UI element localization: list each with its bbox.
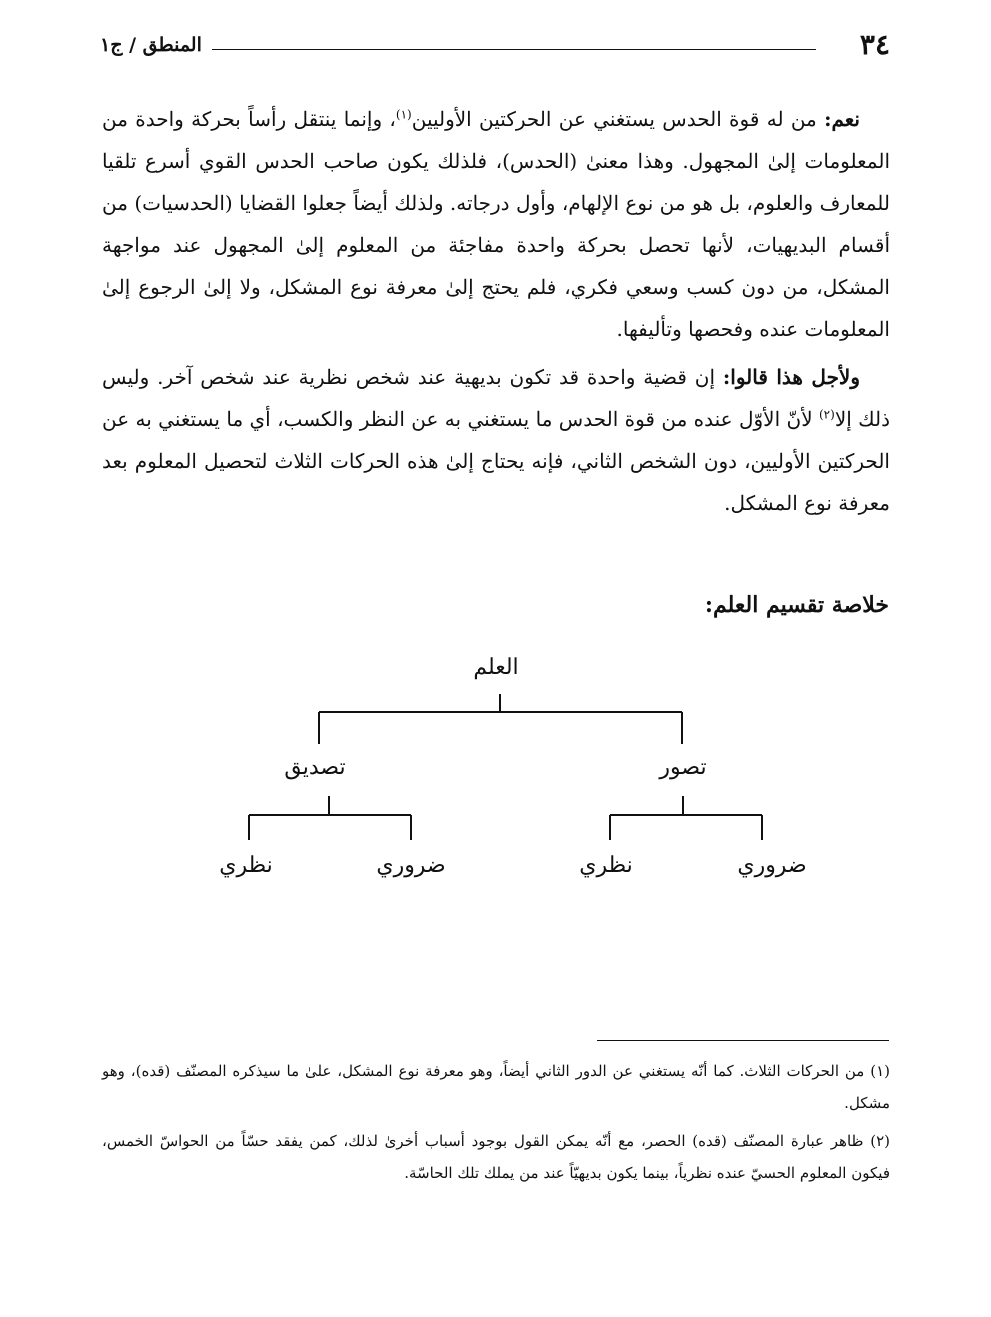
page-number: ٣٤ (859, 28, 890, 61)
page-header (100, 28, 890, 68)
leaf-tasawwur-nazari: نظري (579, 853, 633, 878)
paragraph-2-text-b: لأنّ الأوّل عنده من قوة الحدس ما يستغني به عن النظر والكسب، أي ما يستغني به عن الحركتين الأوليين، دون الشخص الثاني، فإنه يحتاج إلىٰ هذه الحركات الثلاث لتحصيل المعلوم بعد معرفة نوع المشكل. (102, 407, 890, 515)
paragraph-2 (102, 356, 890, 524)
footnotes (102, 1055, 890, 1195)
footnote-1-marker: (١) (870, 1062, 890, 1080)
footnote-2-text: ظاهر عبارة المصنّف (قده) الحصر، مع أنّه يمكن القول بوجود أسباب أخرىٰ لذلك، كمن يفقد حسّاً من الحواسّ الخمس، فيكون المعلوم الحسيّ عنده نظرياً، بينما يكون بديهيّاً عند من يملك تلك الحاسّة. (102, 1132, 890, 1182)
footnote-2 (102, 1125, 890, 1189)
paragraph-2-lead: ولأجل هذا قالوا: (722, 365, 861, 389)
branch-tasdiq-label: تصديق (284, 755, 346, 780)
leaf-tasdiq-daruri: ضروري (376, 853, 446, 878)
footnote-separator (597, 1040, 889, 1041)
main-text (102, 98, 890, 530)
footnote-ref-2: (٢) (818, 407, 835, 422)
paragraph-1 (102, 98, 890, 350)
running-title: المنطق / ج١ (100, 34, 202, 56)
footnote-ref-1: (١) (395, 107, 412, 122)
header-rule (212, 49, 816, 50)
footnote-2-marker: (٢) (870, 1132, 890, 1150)
footnote-1-text: من الحركات الثلاث. كما أنّه يستغني عن الدور الثاني أيضاً، وهو معرفة نوع المشكل، علىٰ ما سيذكره المصنّف (قده)، وهو مشكل. (102, 1062, 890, 1112)
section-heading: خلاصة تقسيم العلم: (704, 592, 889, 618)
leaf-tasdiq-nazari: نظري (219, 853, 273, 878)
paragraph-1-text-a: من له قوة الحدس يستغني عن الحركتين الأوليين (411, 107, 825, 131)
knowledge-division-diagram (0, 640, 991, 900)
leaf-tasawwur-daruri: ضروري (737, 853, 807, 878)
footnote-1 (102, 1055, 890, 1119)
paragraph-2-text-a: إن قضية واحدة قد تكون بديهية عند شخص نظرية عند شخص آخر. وليس ذلك إلا (102, 365, 890, 431)
paragraph-1-text-b: ، وإنما ينتقل رأساً بحركة واحدة من المعلومات إلىٰ المجهول. وهذا معنىٰ (الحدس)، فلذلك يكون صاحب الحدس القوي أسرع تلقيا للمعارف والعلوم، بل هو من نوع الإلهام، وأول درجاته. ولذلك أيضاً جعلوا القضايا (الحدسيات) من أقسام البديهيات، لأنها تحصل بحركة واحدة مفاجئة من المعلوم إلىٰ المجهول عند مواجهة المشكل، من دون كسب وسعي فكري، فلم يحتج إلىٰ معرفة نوع المشكل، ولا إلىٰ الرجوع إلىٰ المعلومات عنده وفحصها وتأليفها. (102, 107, 890, 341)
paragraph-1-lead: نعم: (824, 107, 860, 131)
branch-tasawwur-label: تصور (659, 755, 707, 780)
tree-root-label: العلم (473, 655, 519, 680)
